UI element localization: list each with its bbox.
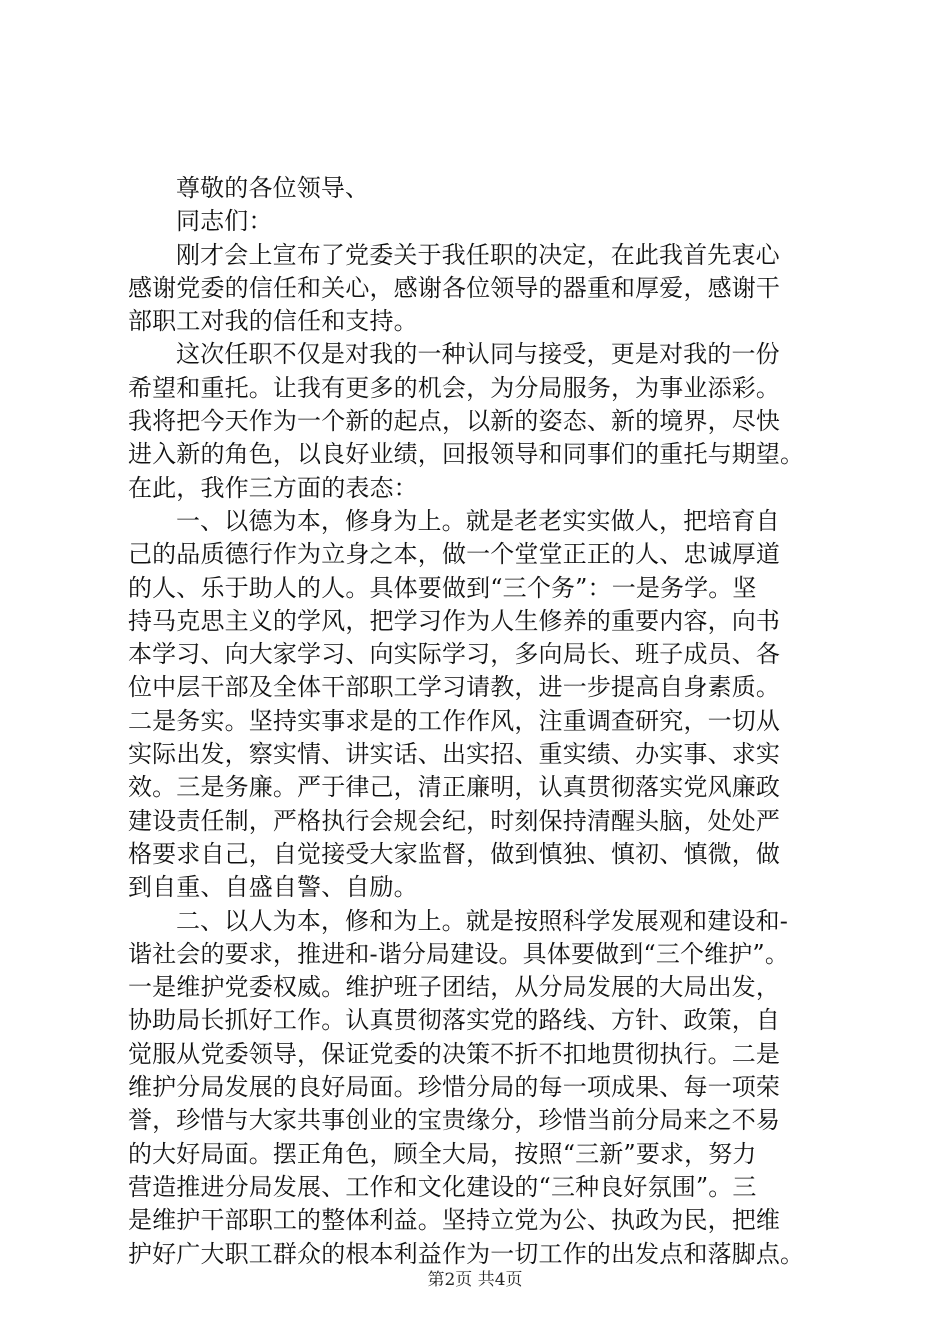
paragraph-line: 效。三是务廉。严于律己，清正廉明，认真贯彻落实党风廉政: [128, 773, 781, 802]
paragraph-line: 部职工对我的信任和支持。: [128, 307, 418, 336]
paragraph-line: 的人、乐于助人的人。具体要做到“三个务”：一是务学。坚: [128, 573, 757, 602]
paragraph-line: 位中层干部及全体干部职工学习请教，进一步提高自身素质。: [128, 673, 781, 702]
paragraph-line: 实际出发，察实情、讲实话、出实招、重实绩、办实事、求实: [128, 740, 781, 769]
paragraph-line: 感谢党委的信任和关心，感谢各位领导的器重和厚爱，感谢干: [128, 273, 781, 302]
paragraph-line: 的大好局面。摆正角色，顾全大局，按照“三新”要求，努力: [128, 1139, 757, 1168]
paragraph-line: 我将把今天作为一个新的起点，以新的姿态、新的境界，尽快: [128, 407, 781, 436]
paragraph-line: 护好广大职工群众的根本利益作为一切工作的出发点和落脚点。: [128, 1239, 805, 1268]
paragraph-line: 持马克思主义的学风，把学习作为人生修养的重要内容，向书: [128, 606, 781, 635]
paragraph-line: 刚才会上宣布了党委关于我任职的决定，在此我首先衷心: [176, 240, 780, 269]
paragraph-line: 一、以德为本，修身为上。就是老老实实做人，把培育自: [176, 506, 780, 535]
paragraph-line: 到自重、自盛自警、自励。: [128, 873, 418, 902]
page-number-footer: 第2页 共4页: [427, 1270, 523, 1290]
paragraph-line: 这次任职不仅是对我的一种认同与接受，更是对我的一份: [176, 340, 780, 369]
paragraph-line: 格要求自己，自觉接受大家监督，做到慎独、慎初、慎微，做: [128, 839, 781, 868]
paragraph-line: 己的品质德行作为立身之本，做一个堂堂正正的人、忠诚厚道: [128, 540, 781, 569]
salutation-line: 同志们：: [176, 207, 273, 236]
paragraph-line: 觉服从党委领导，保证党委的决策不折不扣地贯彻执行。二是: [128, 1039, 781, 1068]
paragraph-line: 在此，我作三方面的表态：: [128, 473, 418, 502]
paragraph-line: 本学习、向大家学习、向实际学习，多向局长、班子成员、各: [128, 640, 781, 669]
paragraph-line: 誉，珍惜与大家共事创业的宝贵缘分，珍惜当前分局来之不易: [128, 1106, 781, 1135]
paragraph-line: 二、以人为本，修和为上。就是按照科学发展观和建设和-: [176, 906, 789, 935]
paragraph-line: 进入新的角色，以良好业绩，回报领导和同事们的重托与期望。: [128, 440, 805, 469]
paragraph-line: 维护分局发展的良好局面。珍惜分局的每一项成果、每一项荣: [128, 1073, 781, 1102]
paragraph-line: 营造推进分局发展、工作和文化建设的“三种良好氛围”。三: [128, 1172, 757, 1201]
paragraph-line: 是维护干部职工的整体利益。坚持立党为公、执政为民，把维: [128, 1206, 781, 1235]
paragraph-line: 协助局长抓好工作。认真贯彻落实党的路线、方针、政策，自: [128, 1006, 781, 1035]
salutation-line: 尊敬的各位领导、: [176, 174, 370, 202]
document-body: [128, 172, 840, 1271]
paragraph-line: 希望和重托。让我有更多的机会，为分局服务，为事业添彩。: [128, 373, 781, 402]
paragraph-line: 二是务实。坚持实事求是的工作作风，注重调查研究，一切从: [128, 706, 781, 735]
paragraph-line: 建设责任制，严格执行会规会纪，时刻保持清醒头脑，处处严: [128, 806, 781, 835]
paragraph-line: 谐社会的要求，推进和-谐分局建设。具体要做到“三个维护”。: [128, 939, 789, 968]
paragraph-line: 一是维护党委权威。维护班子团结，从分局发展的大局出发，: [128, 973, 781, 1002]
